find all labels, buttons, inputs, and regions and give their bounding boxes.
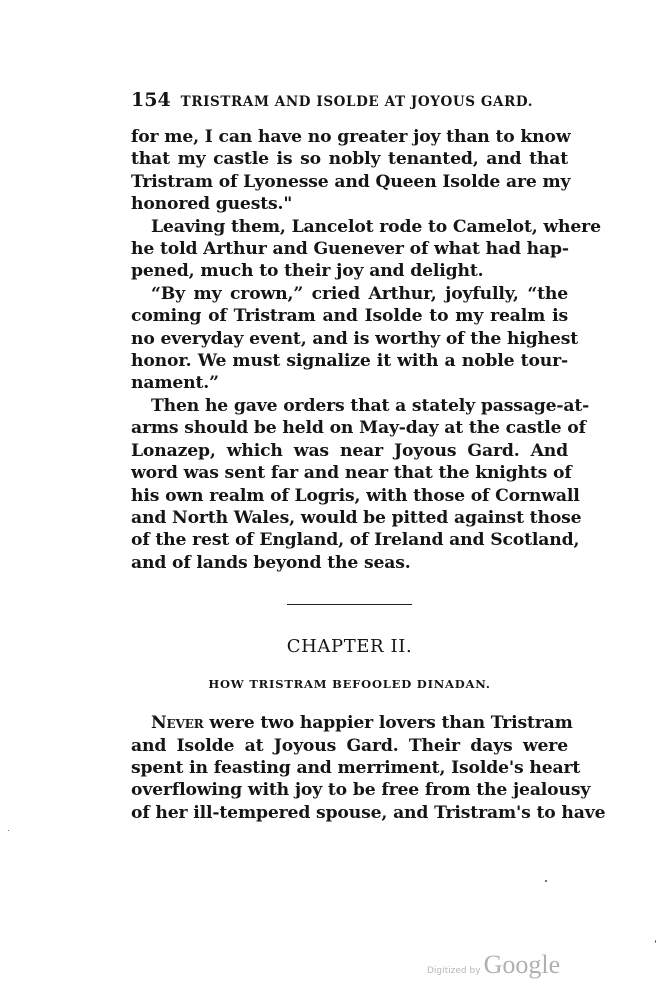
section-divider <box>287 604 412 605</box>
text-line: that my castle is so nobly tenanted, and that <box>131 149 568 170</box>
running-head-title: TRISTRAM AND ISOLDE AT JOYOUS GARD. <box>180 94 534 110</box>
text-line: Lonazep, which was near Joyous Gard. And <box>131 440 568 461</box>
chapter-subtitle: HOW TRISTRAM BEFOOLED DINADAN. <box>208 677 491 692</box>
ink-speck <box>655 940 656 943</box>
text-line-rest: were two happier lovers than Tristram <box>203 713 573 734</box>
text-line: overflowing with joy to be free from the jealousy <box>131 780 591 801</box>
text-line: his own realm of Logris, with those of Cornwall <box>131 485 580 506</box>
text-line <box>131 712 573 734</box>
body-text <box>131 126 606 824</box>
text-line: Leaving them, Lancelot rode to Camelot, where <box>151 216 601 237</box>
text-line: for me, I can have no greater joy than to know <box>131 127 571 147</box>
chapter-title: CHAPTER II. <box>286 636 413 658</box>
text-line: Tristram of Lyonesse and Queen Isolde are my <box>131 171 571 192</box>
text-line: Then he gave orders that a stately passage-at- <box>151 395 590 416</box>
paragraph-3 <box>131 283 579 395</box>
text-line: no everyday event, and is worthy of the highest <box>131 328 579 349</box>
text-line: and of lands beyond the seas. <box>131 552 411 573</box>
text-line: of the rest of England, of Ireland and Scotland, <box>131 530 580 551</box>
text-line: coming of Tristram and Isolde to my realm is <box>131 306 568 327</box>
text-line: honor. We must signalize it with a noble tour- <box>131 351 568 372</box>
text-line: arms should be held on May-day at the castle of <box>131 418 586 439</box>
running-head <box>131 88 568 114</box>
paragraph-2 <box>131 216 601 283</box>
book-page <box>131 88 606 824</box>
ink-speck <box>545 880 547 882</box>
google-logo: Google <box>483 950 561 979</box>
page-number: 154 <box>131 89 171 111</box>
drop-word: Never <box>151 713 204 734</box>
text-line: honored guests." <box>131 194 293 215</box>
text-line: spent in feasting and merriment, Isolde's heart <box>131 757 581 778</box>
text-line: “By my crown,” cried Arthur, joyfully, “the <box>151 283 568 304</box>
text-line: and Isolde at Joyous Gard. Their days were <box>131 735 568 756</box>
chapter-paragraph <box>131 712 606 824</box>
text-line: and North Wales, would be pitted against those <box>131 507 582 528</box>
ink-speck <box>8 830 9 831</box>
digitization-watermark <box>427 950 560 980</box>
text-line: of her ill-tempered spouse, and Tristram's to have <box>131 802 606 823</box>
paragraph-1 <box>131 126 571 216</box>
watermark-small-text: Digitized by <box>427 966 481 976</box>
paragraph-4 <box>131 395 590 574</box>
text-line: nament.” <box>131 373 219 394</box>
text-line: pened, much to their joy and delight. <box>131 261 484 282</box>
text-line: word was sent far and near that the knights of <box>131 463 572 484</box>
text-line: he told Arthur and Guenever of what had hap- <box>131 239 569 260</box>
